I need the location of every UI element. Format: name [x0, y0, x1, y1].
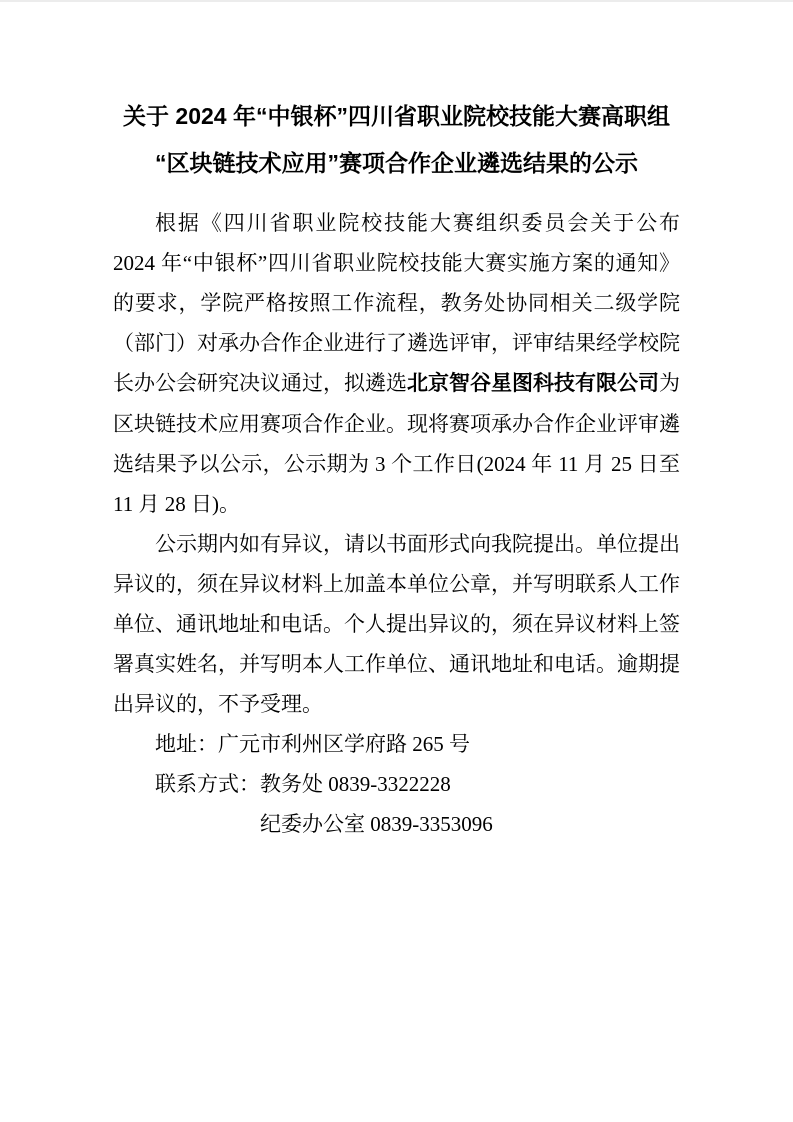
- paragraph-objection-procedure: 公示期内如有异议，请以书面形式向我院提出。单位提出异议的，须在异议材料上加盖本单位公章，并写明联系人工作单位、通讯地址和电话。个人提出异议的，须在异议材料上签署真实姓名，并写明本人工作单位、通讯地址和电话。逾期提出异议的，不予受理。: [113, 532, 680, 716]
- paragraph-1-text-after-company: 为区块链技术应用赛项合作企业。现将赛项承办合作企业评审遴选结果予以公示，公示期为 3 个工作日(2024 年 11 月 25 日至 11 月 28 日)。: [113, 371, 680, 516]
- contact-line-discipline-office: 纪委办公室 0839-3353096: [260, 812, 493, 836]
- paragraph-1-text-before-company: 根据《四川省职业院校技能大赛组织委员会关于公布 2024 年“中银杯”四川省职业院校技能大赛实施方案的通知》的要求，学院严格按照工作流程，教务处协同相关二级学院（部门）对承办合作企业进行了遴选评审，评审结果经学校院长办公会研究决议通过，拟遴选: [113, 211, 680, 395]
- address-line: 地址：广元市利州区学府路 265 号: [155, 732, 470, 756]
- document-title: [113, 93, 680, 187]
- company-name-bold: 北京智谷星图科技有限公司: [407, 372, 659, 395]
- document-title-line2: “区块链技术应用”赛项合作企业遴选结果的公示: [155, 150, 638, 176]
- document-title-line1: 关于 2024 年“中银杯”四川省职业院校技能大赛高职组: [123, 103, 670, 129]
- paragraph-selection-result: [113, 203, 680, 524]
- document-body: [113, 203, 680, 844]
- contact-line-academic-affairs: 联系方式：教务处 0839-3322228: [155, 772, 451, 796]
- document-content: [0, 2, 793, 844]
